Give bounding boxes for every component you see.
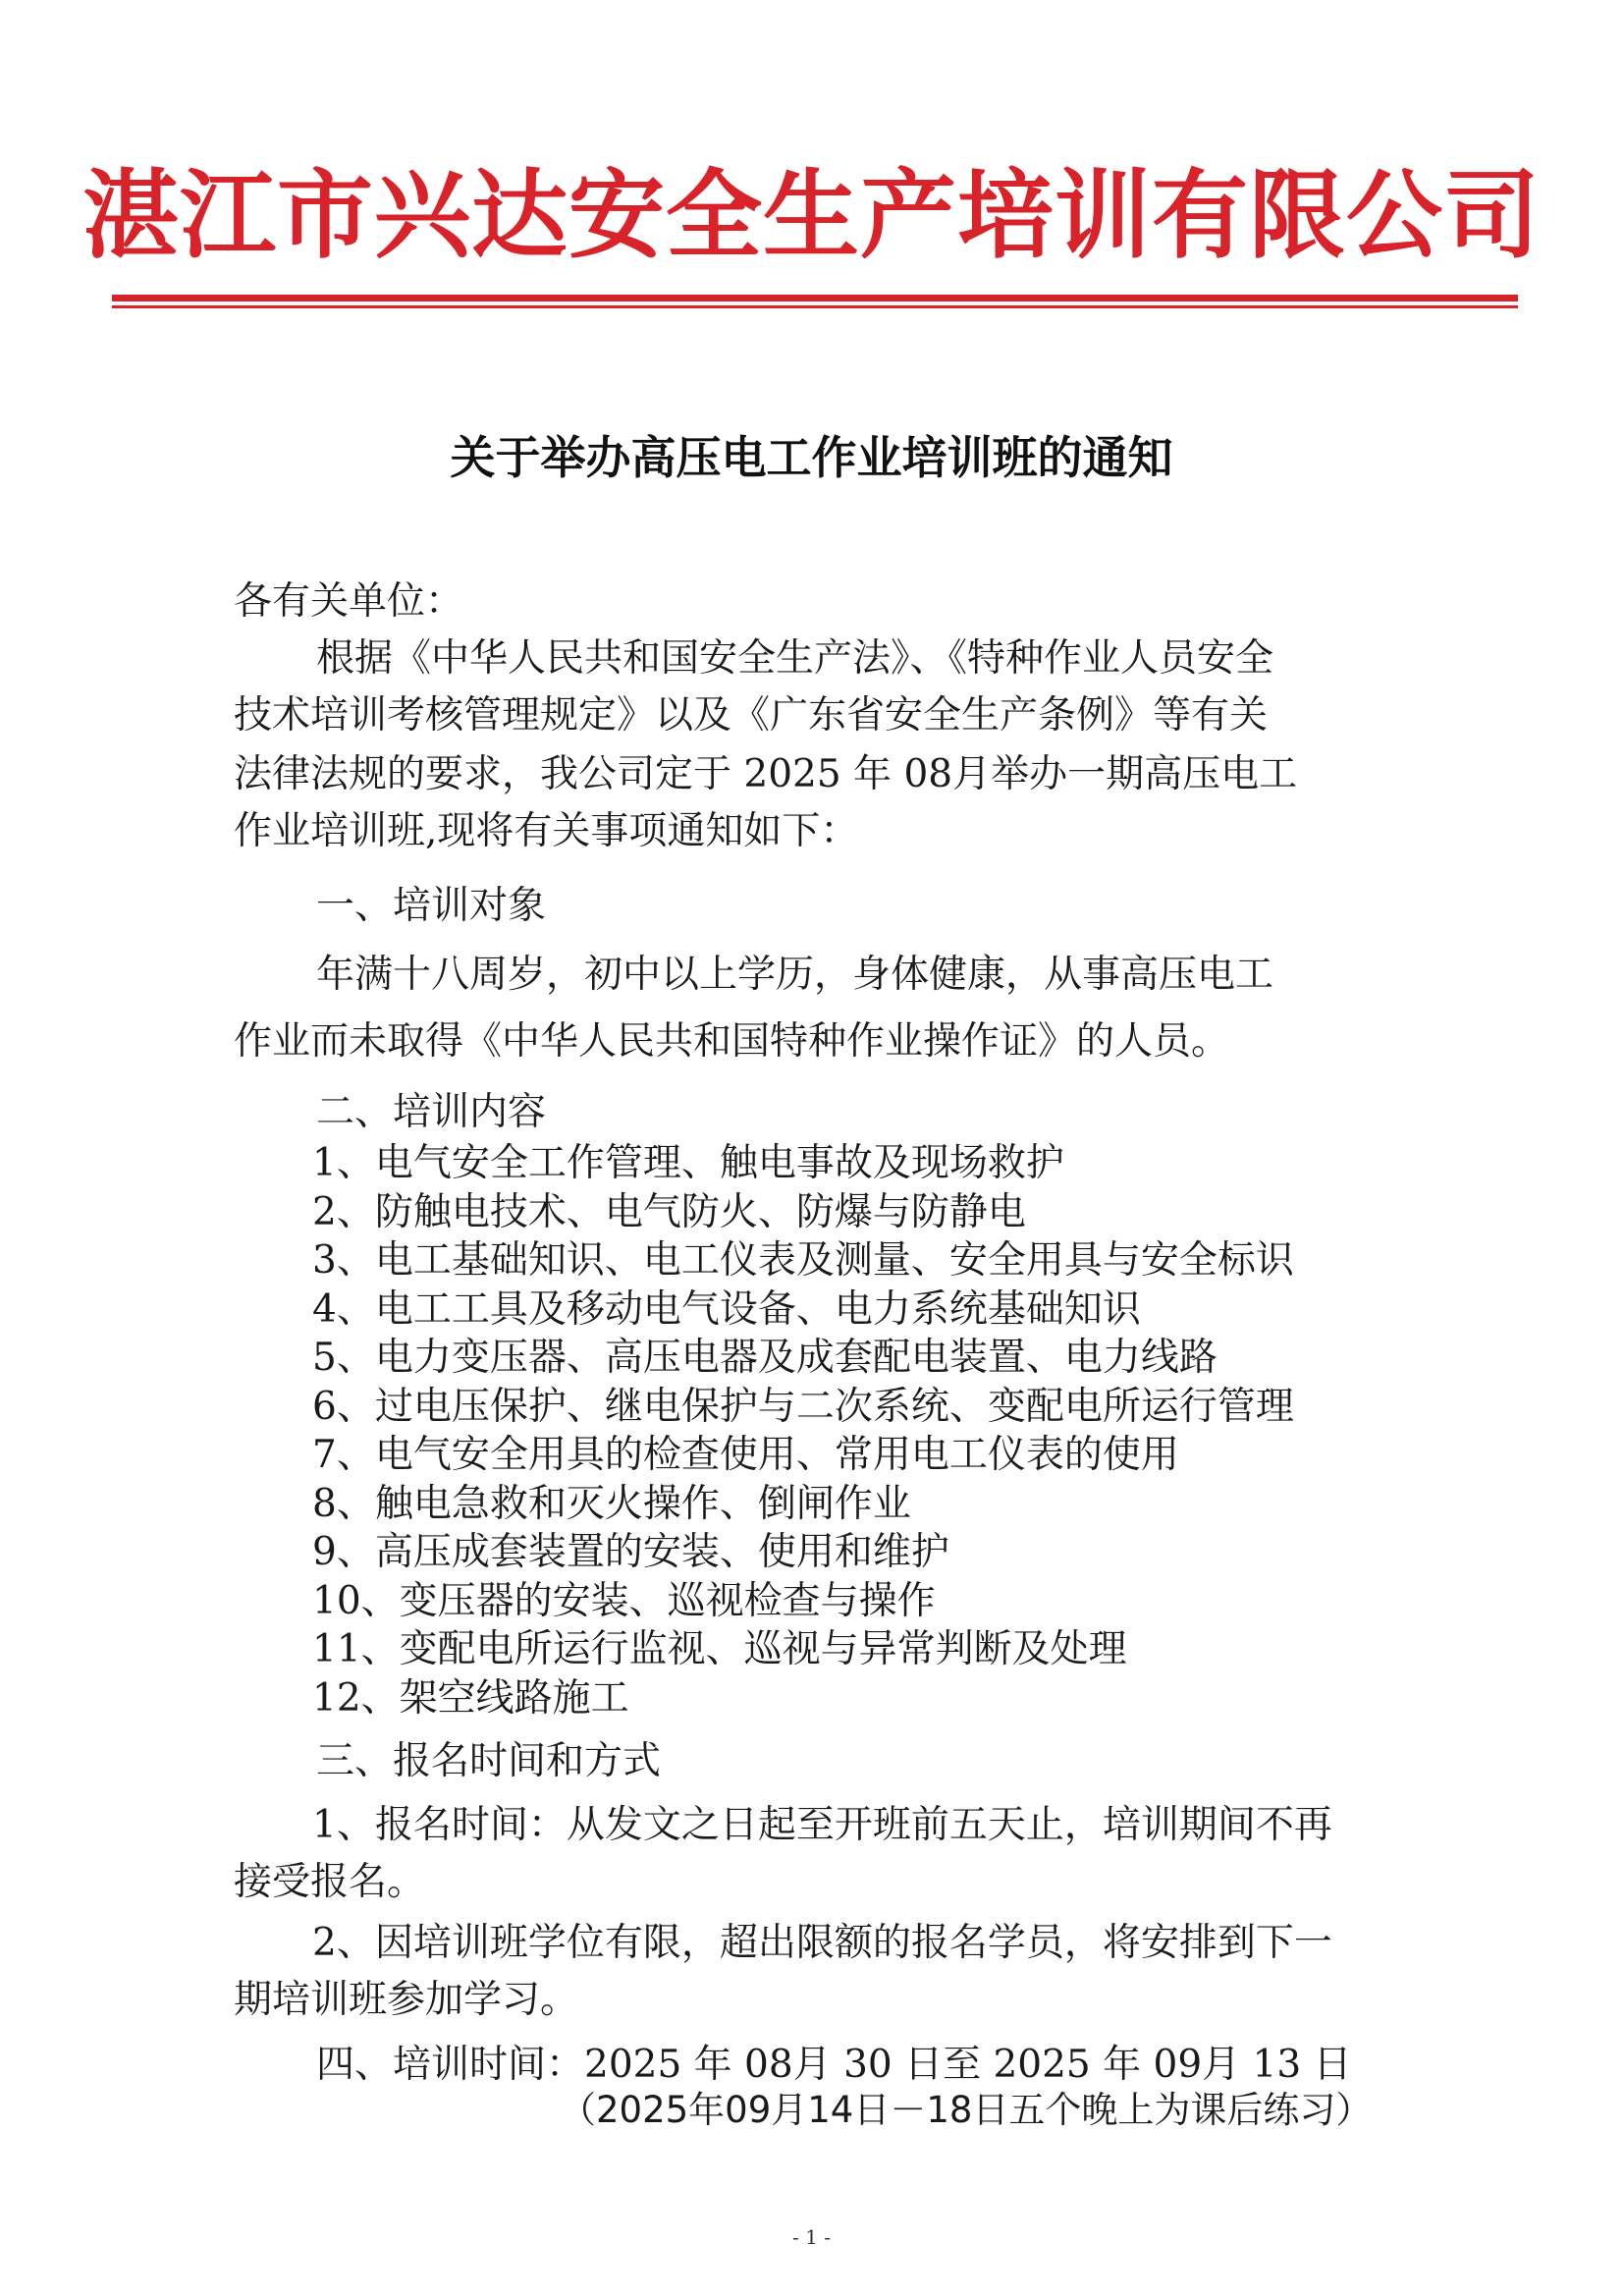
section-2-item-6: 6、过电压保护、继电保护与二次系统、变配电所运行管理 xyxy=(312,1385,1294,1429)
section-2-item-8: 8、触电急救和灭火操作、倒闸作业 xyxy=(312,1482,911,1526)
section-2-heading: 二、培训内容 xyxy=(316,1090,547,1134)
intro-line-1: 根据《中华人民共和国安全生产法》、《特种作业人员安全 xyxy=(316,636,1274,681)
salutation: 各有关单位： xyxy=(234,579,464,624)
section-2-item-1: 1、电气安全工作管理、触电事故及现场救护 xyxy=(312,1141,1064,1185)
section-1-line-1: 年满十八周岁，初中以上学历，身体健康，从事高压电工 xyxy=(316,953,1274,997)
letterhead-rule-thick xyxy=(112,295,1518,301)
section-2-item-11: 11、变配电所运行监视、巡视与异常判断及处理 xyxy=(312,1627,1127,1671)
section-1-heading: 一、培训对象 xyxy=(316,884,547,928)
section-2-item-7: 7、电气安全用具的检查使用、常用电工仪表的使用 xyxy=(312,1433,1179,1477)
section-3-para-2-line-1: 2、因培训班学位有限，超出限额的报名学员，将安排到下一 xyxy=(312,1921,1332,1965)
intro-line-4: 作业培训班,现将有关事项通知如下： xyxy=(234,809,859,853)
section-2-item-3: 3、电工基础知识、电工仪表及测量、安全用具与安全标识 xyxy=(312,1238,1294,1283)
section-1-line-2: 作业而未取得《中华人民共和国特种作业操作证》的人员。 xyxy=(234,1019,1230,1064)
section-2-item-10: 10、变压器的安装、巡视检查与操作 xyxy=(312,1579,936,1623)
section-3-heading: 三、报名时间和方式 xyxy=(316,1739,662,1783)
section-3-para-1-line-1: 1、报名时间：从发文之日起至开班前五天止，培训期间不再 xyxy=(312,1803,1332,1847)
section-2-item-2: 2、防触电技术、电气防火、防爆与防静电 xyxy=(312,1190,1026,1234)
document-title: 关于举办高压电工作业培训班的通知 xyxy=(450,431,1173,484)
intro-line-2: 技术培训考核管理规定》以及《广东省安全生产条例》等有关 xyxy=(234,693,1269,738)
section-3-para-1-line-2: 接受报名。 xyxy=(234,1860,426,1904)
section-3-para-2-line-2: 期培训班参加学习。 xyxy=(234,1978,579,2022)
intro-line-3: 法律法规的要求，我公司定于 2025 年 08月举办一期高压电工 xyxy=(234,752,1298,796)
section-4-line: 四、培训时间：2025 年 08月 30 日至 2025 年 09月 13 日 xyxy=(316,2043,1352,2087)
letterhead-rule-thin xyxy=(112,305,1518,308)
letterhead-company-name: 湛江市兴达安全生产培训有限公司 xyxy=(81,160,1541,272)
section-4-note: （2025年09月14日－18日五个晚上为课后练习） xyxy=(560,2089,1373,2131)
section-2-item-4: 4、电工工具及移动电气设备、电力系统基础知识 xyxy=(312,1287,1141,1332)
section-2-item-5: 5、电力变压器、高压电器及成套配电装置、电力线路 xyxy=(312,1336,1217,1380)
section-2-item-9: 9、高压成套装置的安装、使用和维护 xyxy=(312,1530,949,1574)
page-number: - 1 - xyxy=(792,2225,831,2249)
section-2-item-12: 12、架空线路施工 xyxy=(312,1676,629,1721)
